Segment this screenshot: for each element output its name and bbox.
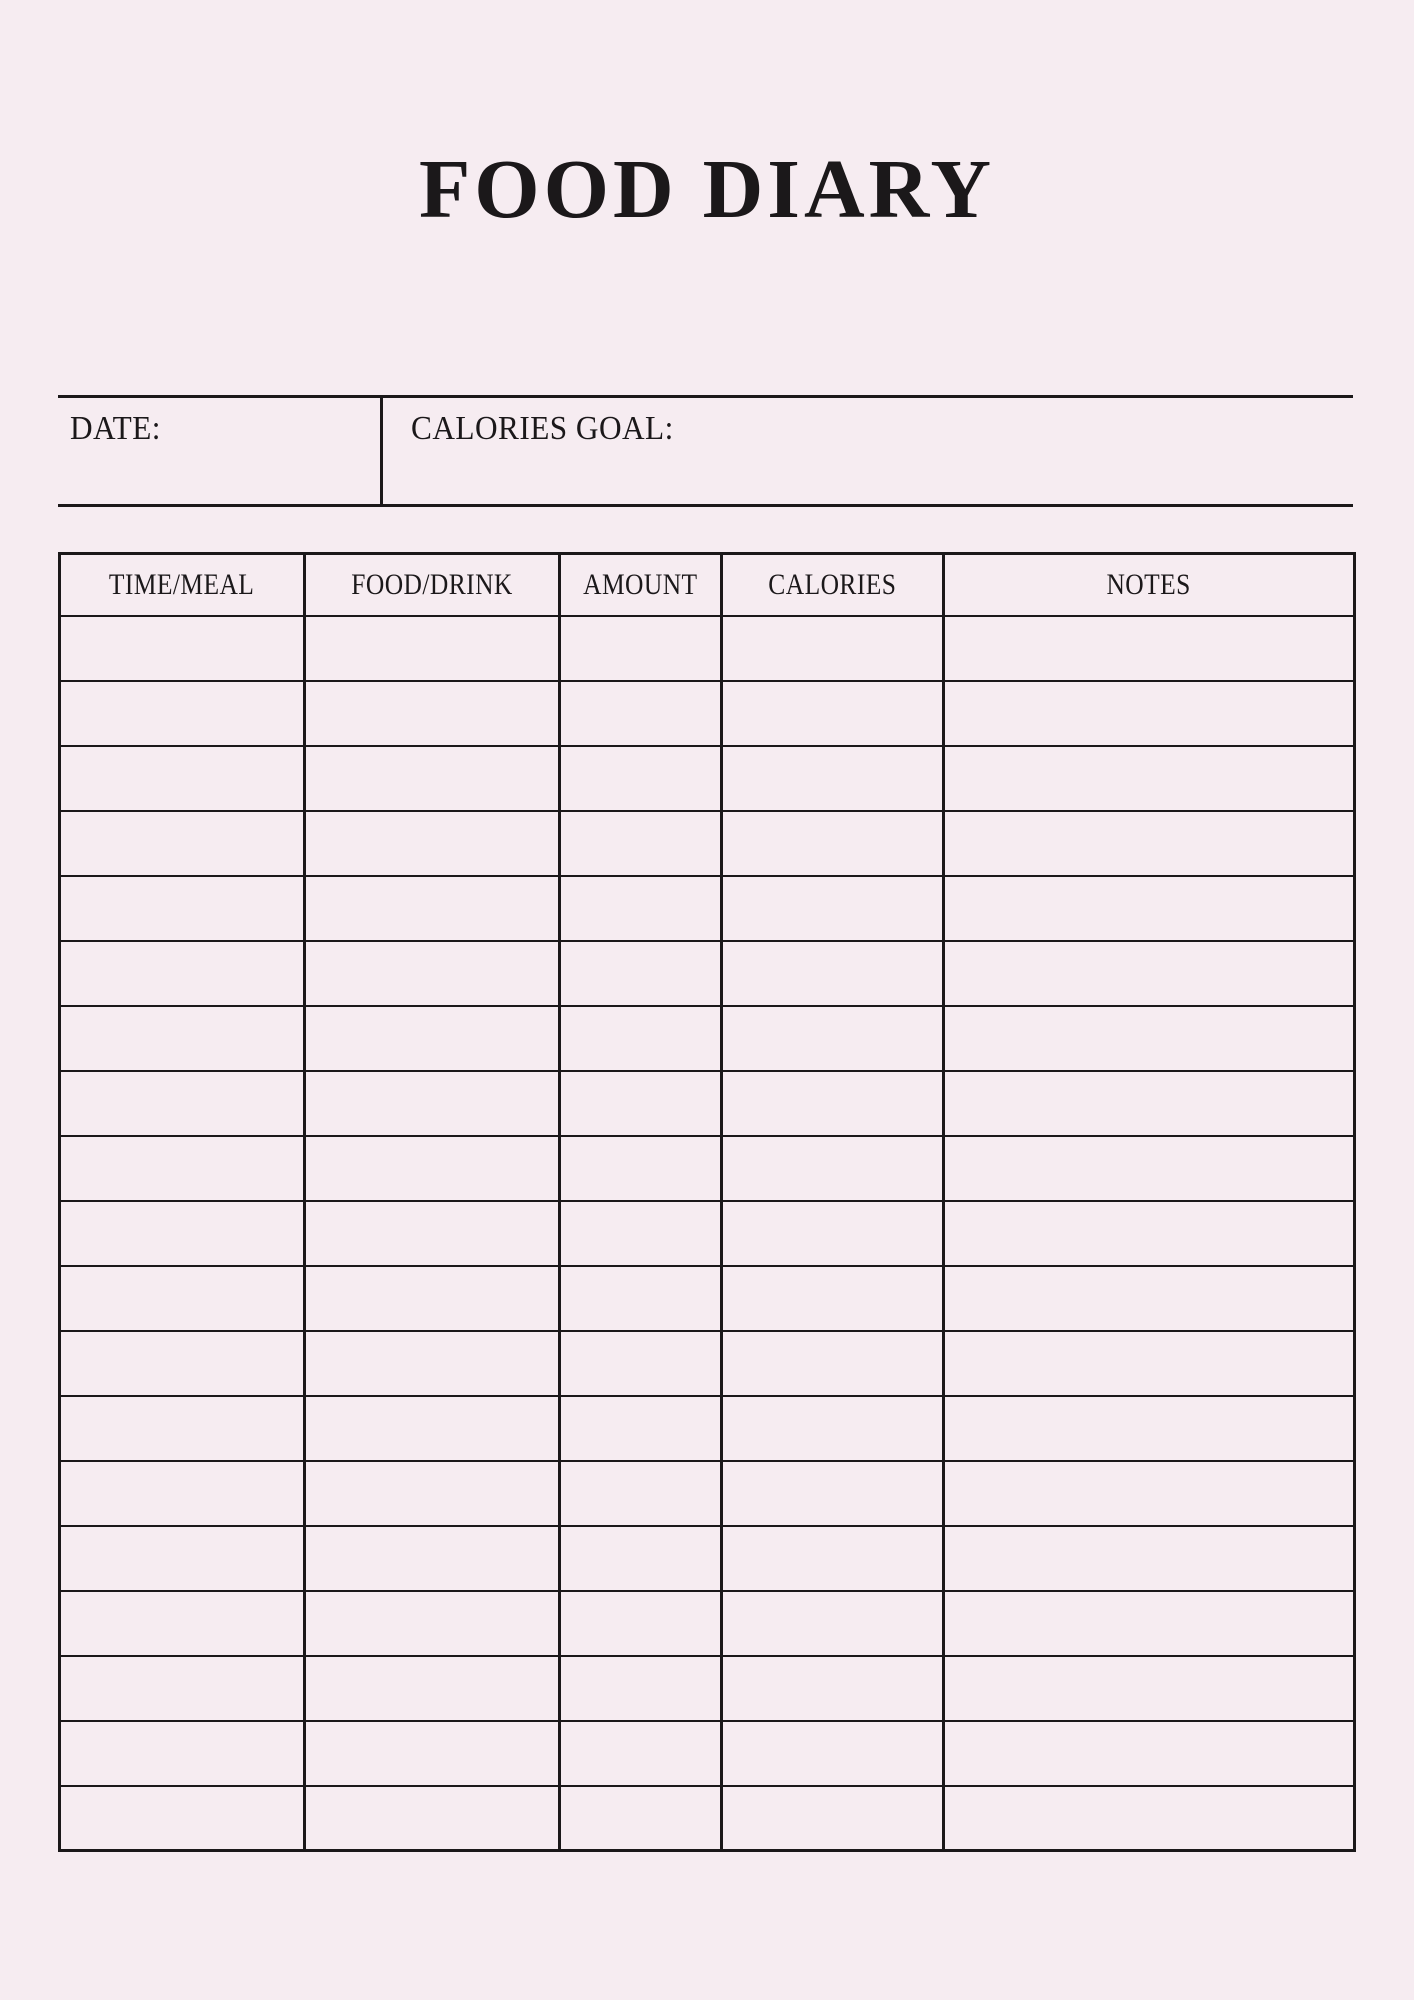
table-cell[interactable]: [305, 1136, 560, 1201]
calories-goal-label: CALORIES GOAL:: [411, 410, 674, 447]
table-cell[interactable]: [944, 1591, 1355, 1656]
table-cell[interactable]: [60, 1721, 305, 1786]
table-cell[interactable]: [560, 1006, 722, 1071]
table-cell[interactable]: [560, 1396, 722, 1461]
table-cell[interactable]: [944, 1266, 1355, 1331]
table-row: [60, 681, 1355, 746]
column-header-amount: [560, 554, 722, 616]
table-row: [60, 1071, 1355, 1136]
table-cell[interactable]: [305, 1006, 560, 1071]
table-cell[interactable]: [560, 1656, 722, 1721]
date-input-area[interactable]: [173, 415, 293, 455]
table-cell[interactable]: [560, 1526, 722, 1591]
table-row: [60, 1266, 1355, 1331]
table-row: [60, 876, 1355, 941]
table-cell[interactable]: [60, 681, 305, 746]
table-row: [60, 811, 1355, 876]
table-cell[interactable]: [944, 1071, 1355, 1136]
date-label: DATE:: [70, 410, 161, 447]
table-cell[interactable]: [560, 746, 722, 811]
table-cell[interactable]: [944, 1331, 1355, 1396]
table-cell[interactable]: [560, 1201, 722, 1266]
table-cell[interactable]: [60, 616, 305, 681]
table-cell[interactable]: [944, 1786, 1355, 1851]
column-header-label: TIME/MEAL: [109, 567, 255, 601]
table-cell[interactable]: [944, 1201, 1355, 1266]
table-row: [60, 1591, 1355, 1656]
table-cell[interactable]: [60, 1786, 305, 1851]
column-header-time-meal: [60, 554, 305, 616]
date-section: [58, 398, 383, 504]
table-row: [60, 941, 1355, 1006]
food-log-table: [58, 552, 1356, 1852]
table-cell[interactable]: [722, 746, 944, 811]
table-cell[interactable]: [60, 941, 305, 1006]
table-cell[interactable]: [305, 811, 560, 876]
table-cell[interactable]: [60, 1201, 305, 1266]
table-cell[interactable]: [60, 1266, 305, 1331]
table-row: [60, 1136, 1355, 1201]
table-cell[interactable]: [944, 1396, 1355, 1461]
table-cell[interactable]: [944, 1526, 1355, 1591]
table-cell[interactable]: [722, 1331, 944, 1396]
table-cell[interactable]: [60, 811, 305, 876]
table-cell[interactable]: [305, 941, 560, 1006]
calories-goal-section: [383, 398, 1353, 504]
table-cell[interactable]: [60, 1071, 305, 1136]
table-cell[interactable]: [60, 1136, 305, 1201]
table-row: [60, 1331, 1355, 1396]
table-cell[interactable]: [560, 1331, 722, 1396]
table-cell[interactable]: [305, 1656, 560, 1721]
table-cell[interactable]: [305, 1331, 560, 1396]
table-cell[interactable]: [560, 1461, 722, 1526]
table-cell[interactable]: [944, 876, 1355, 941]
table-cell[interactable]: [60, 1591, 305, 1656]
table-cell[interactable]: [722, 1201, 944, 1266]
table-cell[interactable]: [560, 1071, 722, 1136]
table-cell[interactable]: [60, 1656, 305, 1721]
table-cell[interactable]: [305, 1526, 560, 1591]
table-row: [60, 746, 1355, 811]
table-cell[interactable]: [60, 1396, 305, 1461]
table-row: [60, 616, 1355, 681]
table-cell[interactable]: [60, 1461, 305, 1526]
table-cell[interactable]: [305, 681, 560, 746]
table-cell[interactable]: [944, 1136, 1355, 1201]
table-cell[interactable]: [722, 1266, 944, 1331]
table-cell[interactable]: [722, 1006, 944, 1071]
table-cell[interactable]: [560, 1786, 722, 1851]
table-cell[interactable]: [722, 1396, 944, 1461]
page-title: FOOD DIARY: [418, 143, 996, 236]
table-row: [60, 1201, 1355, 1266]
table-cell[interactable]: [722, 1656, 944, 1721]
column-header-label: AMOUNT: [583, 567, 698, 601]
table-cell[interactable]: [305, 876, 560, 941]
table-cell[interactable]: [944, 811, 1355, 876]
table-cell[interactable]: [944, 681, 1355, 746]
table-cell[interactable]: [560, 681, 722, 746]
column-header-notes: [944, 554, 1355, 616]
table-cell[interactable]: [560, 1721, 722, 1786]
calories-goal-input-area[interactable]: [701, 415, 821, 455]
table-cell[interactable]: [305, 1591, 560, 1656]
column-header-label: NOTES: [1106, 567, 1192, 601]
column-header-food-drink: [305, 554, 560, 616]
table-cell[interactable]: [560, 1591, 722, 1656]
table-cell[interactable]: [305, 1071, 560, 1136]
table-cell[interactable]: [305, 616, 560, 681]
table-cell[interactable]: [722, 1526, 944, 1591]
table-cell[interactable]: [722, 1136, 944, 1201]
table-cell[interactable]: [944, 1006, 1355, 1071]
table-cell[interactable]: [560, 1136, 722, 1201]
table-cell[interactable]: [722, 1721, 944, 1786]
table-row: [60, 1786, 1355, 1851]
table-row: [60, 1721, 1355, 1786]
table-cell[interactable]: [305, 1721, 560, 1786]
table-cell[interactable]: [60, 1526, 305, 1591]
column-header-calories: [722, 554, 944, 616]
table-header-row: [60, 554, 1355, 616]
column-header-label: FOOD/DRINK: [351, 567, 513, 601]
table-cell[interactable]: [722, 811, 944, 876]
table-cell[interactable]: [944, 1656, 1355, 1721]
table-cell[interactable]: [560, 941, 722, 1006]
table-cell[interactable]: [305, 746, 560, 811]
table-cell[interactable]: [722, 1786, 944, 1851]
table-cell[interactable]: [722, 681, 944, 746]
table-cell[interactable]: [722, 616, 944, 681]
table-cell[interactable]: [944, 746, 1355, 811]
table-row: [60, 1006, 1355, 1071]
table-cell[interactable]: [722, 1071, 944, 1136]
table-cell[interactable]: [560, 811, 722, 876]
table-cell[interactable]: [944, 1461, 1355, 1526]
table-row: [60, 1396, 1355, 1461]
table-cell[interactable]: [60, 876, 305, 941]
table-row: [60, 1461, 1355, 1526]
table-cell[interactable]: [60, 1006, 305, 1071]
table-cell[interactable]: [60, 1331, 305, 1396]
table-cell[interactable]: [305, 1266, 560, 1331]
table-cell[interactable]: [305, 1461, 560, 1526]
table-row: [60, 1526, 1355, 1591]
table-cell[interactable]: [944, 616, 1355, 681]
table-cell[interactable]: [560, 1266, 722, 1331]
table-cell[interactable]: [944, 1721, 1355, 1786]
table-cell[interactable]: [305, 1786, 560, 1851]
table-cell[interactable]: [944, 941, 1355, 1006]
table-cell[interactable]: [560, 876, 722, 941]
table-cell[interactable]: [722, 876, 944, 941]
table-cell[interactable]: [722, 1591, 944, 1656]
info-bar: [58, 395, 1353, 507]
table-cell[interactable]: [722, 1461, 944, 1526]
table-cell[interactable]: [722, 941, 944, 1006]
table-cell[interactable]: [305, 1396, 560, 1461]
table-cell[interactable]: [560, 616, 722, 681]
table-cell[interactable]: [305, 1201, 560, 1266]
table-cell[interactable]: [60, 746, 305, 811]
table-row: [60, 1656, 1355, 1721]
column-header-label: CALORIES: [768, 567, 897, 601]
